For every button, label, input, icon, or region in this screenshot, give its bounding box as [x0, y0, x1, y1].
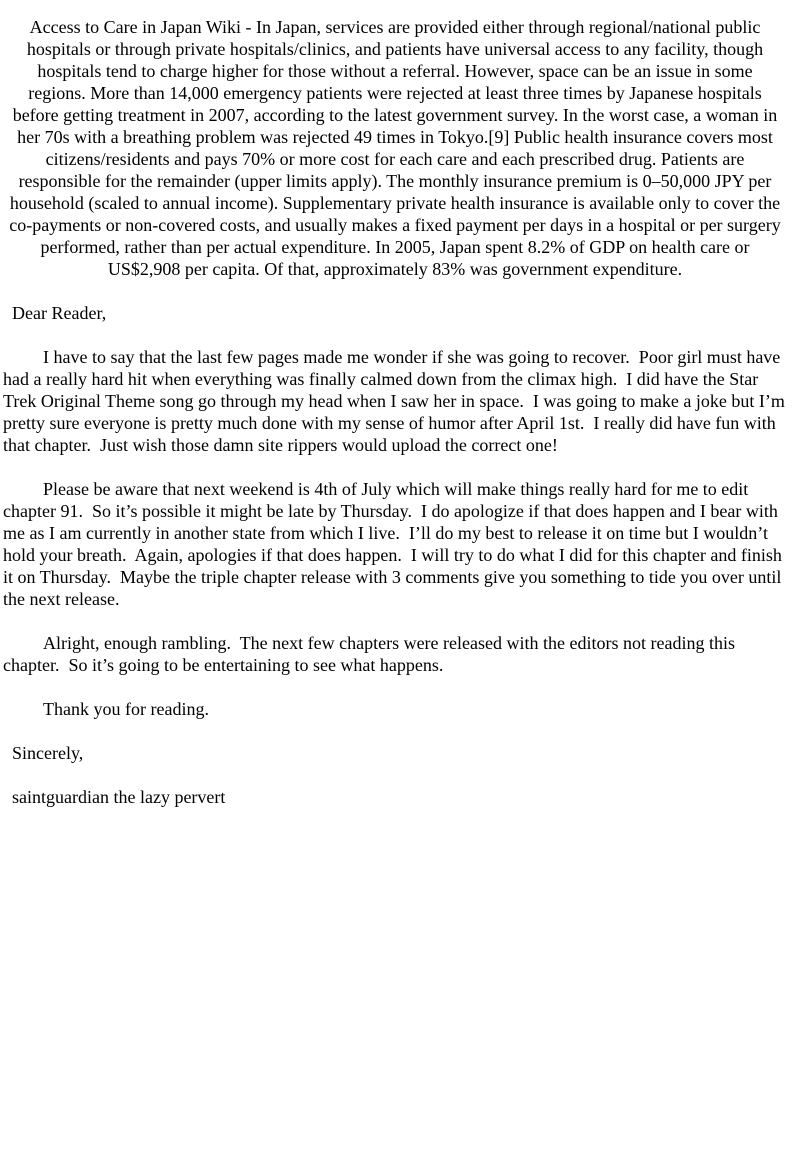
signature: saintguardian the lazy pervert [12, 787, 226, 807]
letter-paragraph-2: Please be aware that next weekend is 4th of July which will make things really hard for me to edit chapter 91. So it’s possible it might be late by Thursday. I do apologize if that does happen and I bear with me as I am currently in another state from which I live. I’ll do my best to release it on time but I wouldn’t hold your breath. Again, apologies if that does happen. I will try to do what I did for this chapter and finish it on Thursday. Maybe the triple chapter release with 3 comments give you something to tide you over until the next release. [3, 479, 787, 609]
closing: Sincerely, [12, 743, 84, 763]
salutation: Dear Reader, [12, 303, 107, 323]
thanks-line: Thank you for reading. [43, 699, 209, 719]
letter-paragraph-3: Alright, enough rambling. The next few chapters were released with the editors not reading this chapter. So it’s going to be entertaining to see what happens. [3, 633, 740, 675]
wiki-excerpt-paragraph: Access to Care in Japan Wiki - In Japan, services are provided either through regional/national public hospitals or through private hospitals/clinics, and patients have universal access to any facility, though hospitals tend to charge higher for those without a referral. However, space can be an issue in some regions. More than 14,000 emergency patients were rejected at least three times by Japanese hospitals before getting treatment in 2007, according to the latest government survey. In the worst case, a woman in her 70s with a breathing problem was rejected 49 times in Tokyo.[9] Public health insurance covers most citizens/residents and pays 70% or more cost for each care and each prescribed drug. Patients are responsible for the remainder (upper limits apply). The monthly insurance premium is 0–50,000 JPY per household (scaled to annual income). Supplementary private health insurance is available only to cover the co-payments or non-covered costs, and usually makes a fixed payment per days in a hospital or per surgery performed, rather than per actual expenditure. In 2005, Japan spent 8.2% of GDP on health care or US$2,908 per capita. Of that, approximately 83% was government expenditure. [9, 17, 786, 279]
letter-paragraph-1: I have to say that the last few pages made me wonder if she was going to recover. Poor girl must have had a really hard hit when everything was finally calmed down from the climax high. I did have the Star Trek Original Theme song go through my head when I saw her in space. I was going to make a joke but I’m pretty sure everyone is pretty much done with my sense of humor after April 1st. I really did have fun with that chapter. Just wish those damn site rippers would upload the correct one! [3, 347, 790, 455]
